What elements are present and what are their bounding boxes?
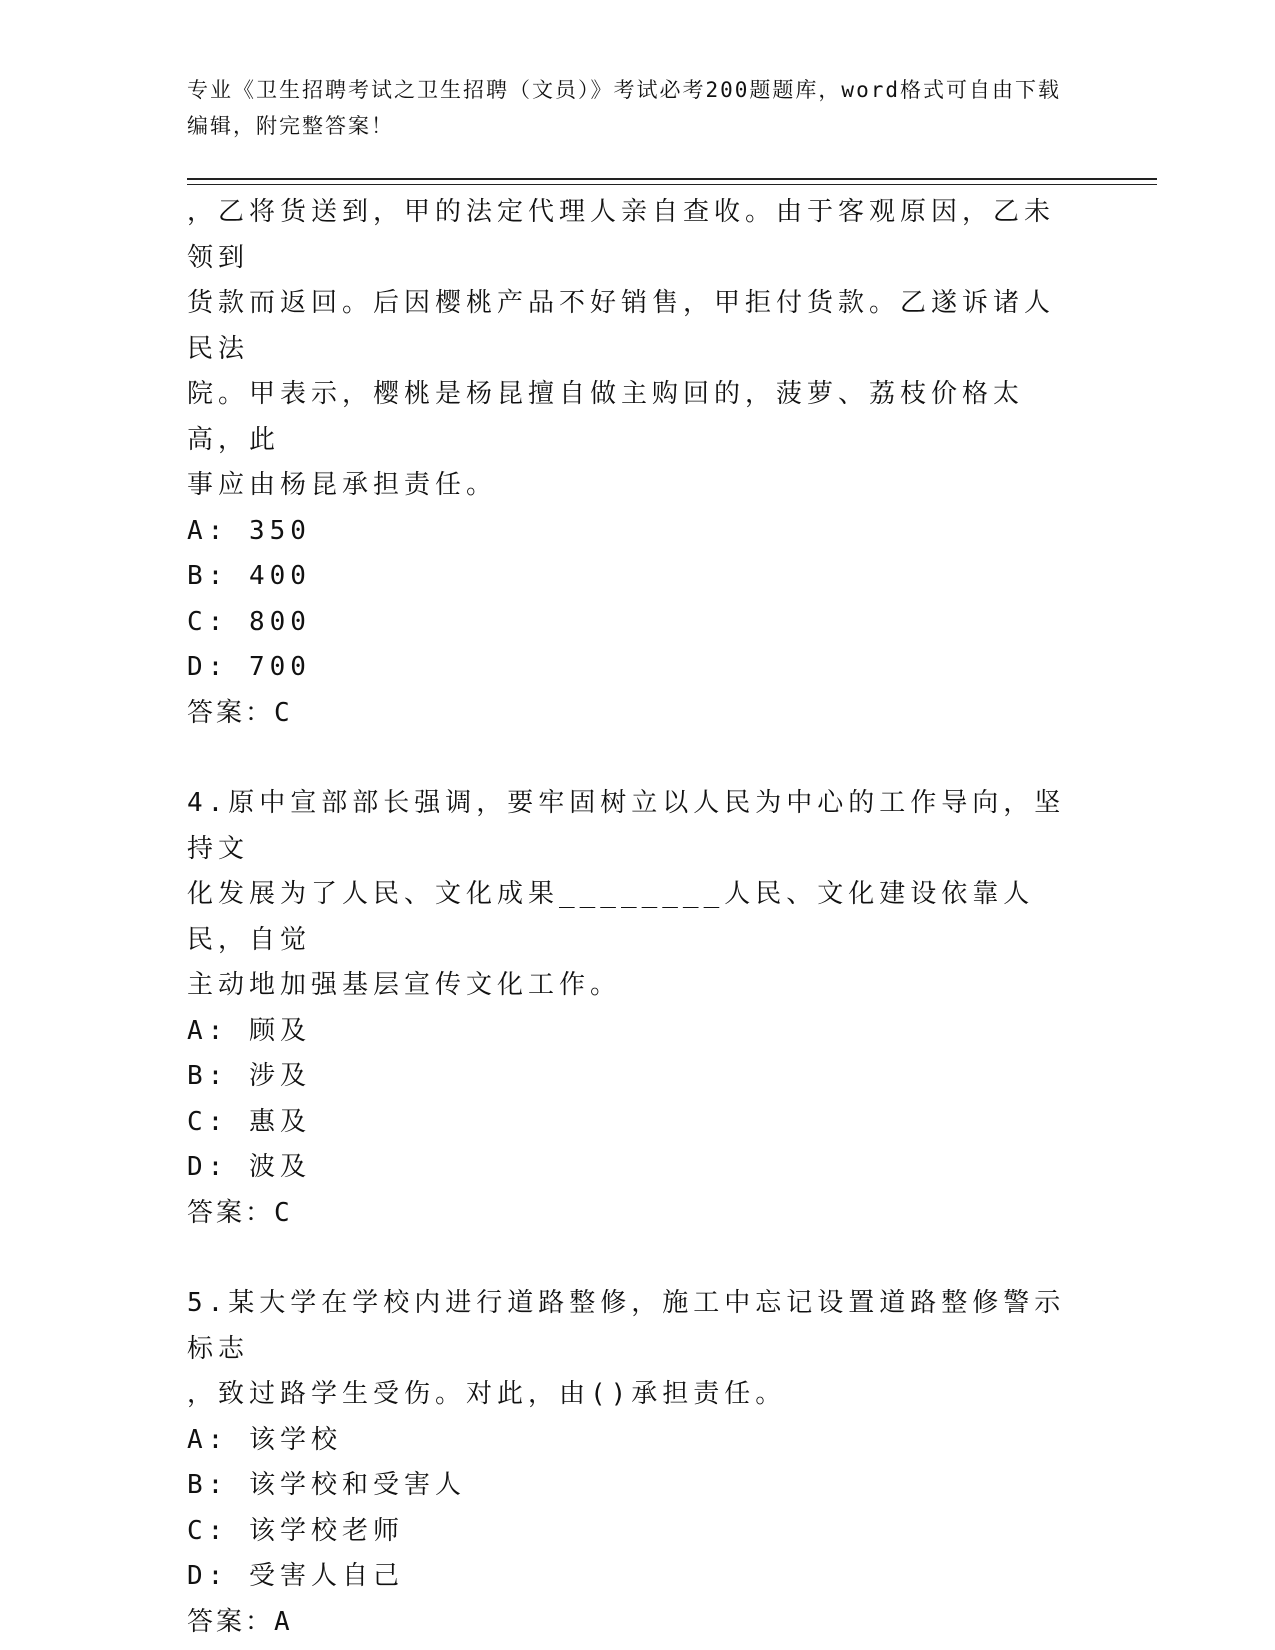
option-b: B: 400 [187, 561, 311, 591]
question-text-line: ，乙将货送到，甲的法定代理人亲自查收。由于客观原因，乙未领到 [187, 197, 1056, 273]
option-d: D: 700 [187, 652, 311, 682]
header-divider-thick [187, 178, 1157, 180]
option-a: A: 350 [187, 515, 311, 546]
answer-line: 答案：A [187, 1606, 293, 1637]
question-text-line: ，致过路学生受伤。对此，由()承担责任。 [187, 1379, 787, 1409]
option-a: A: 顾及 [187, 1015, 311, 1046]
question-text-line: 院。甲表示，樱桃是杨昆擅自做主购回的，菠萝、荔枝价格太高，此 [187, 379, 1025, 455]
answer-line: 答案：C [187, 697, 293, 728]
question-block [187, 1281, 1067, 1645]
question-text-line: 货款而返回。后因樱桃产品不好销售，甲拒付货款。乙遂诉诸人民法 [187, 288, 1056, 364]
question-text-line: 4.原中宣部部长强调，要牢固树立以人民为中心的工作导向，坚持文 [187, 788, 1066, 864]
option-c: C: 800 [187, 606, 311, 637]
option-c: C: 该学校老师 [187, 1515, 404, 1546]
question-text-line: 5.某大学在学校内进行道路整修，施工中忘记设置道路整修警示标志 [187, 1288, 1066, 1364]
question-spacer [187, 736, 1067, 781]
option-b: B: 该学校和受害人 [187, 1470, 466, 1500]
question-text-line: 主动地加强基层宣传文化工作。 [187, 970, 622, 1000]
question-block [187, 190, 1067, 736]
header-divider-thin [187, 184, 1157, 185]
option-b: B: 涉及 [187, 1061, 311, 1091]
option-d: D: 受害人自己 [187, 1561, 404, 1591]
option-d: D: 波及 [187, 1152, 311, 1182]
question-block [187, 781, 1067, 1236]
answer-line: 答案：C [187, 1197, 293, 1228]
question-text-line: 化发展为了人民、文化成果________人民、文化建设依靠人民，自觉 [187, 879, 1035, 955]
document-header: 专业《卫生招聘考试之卫生招聘（文员）》考试必考200题题库，word格式可自由下载编辑，附完整答案！ [187, 78, 1061, 138]
question-spacer [187, 1236, 1067, 1281]
question-text-line: 事应由杨昆承担责任。 [187, 470, 498, 500]
question-list [187, 190, 1067, 1645]
option-a: A: 该学校 [187, 1424, 342, 1455]
option-c: C: 惠及 [187, 1106, 311, 1137]
